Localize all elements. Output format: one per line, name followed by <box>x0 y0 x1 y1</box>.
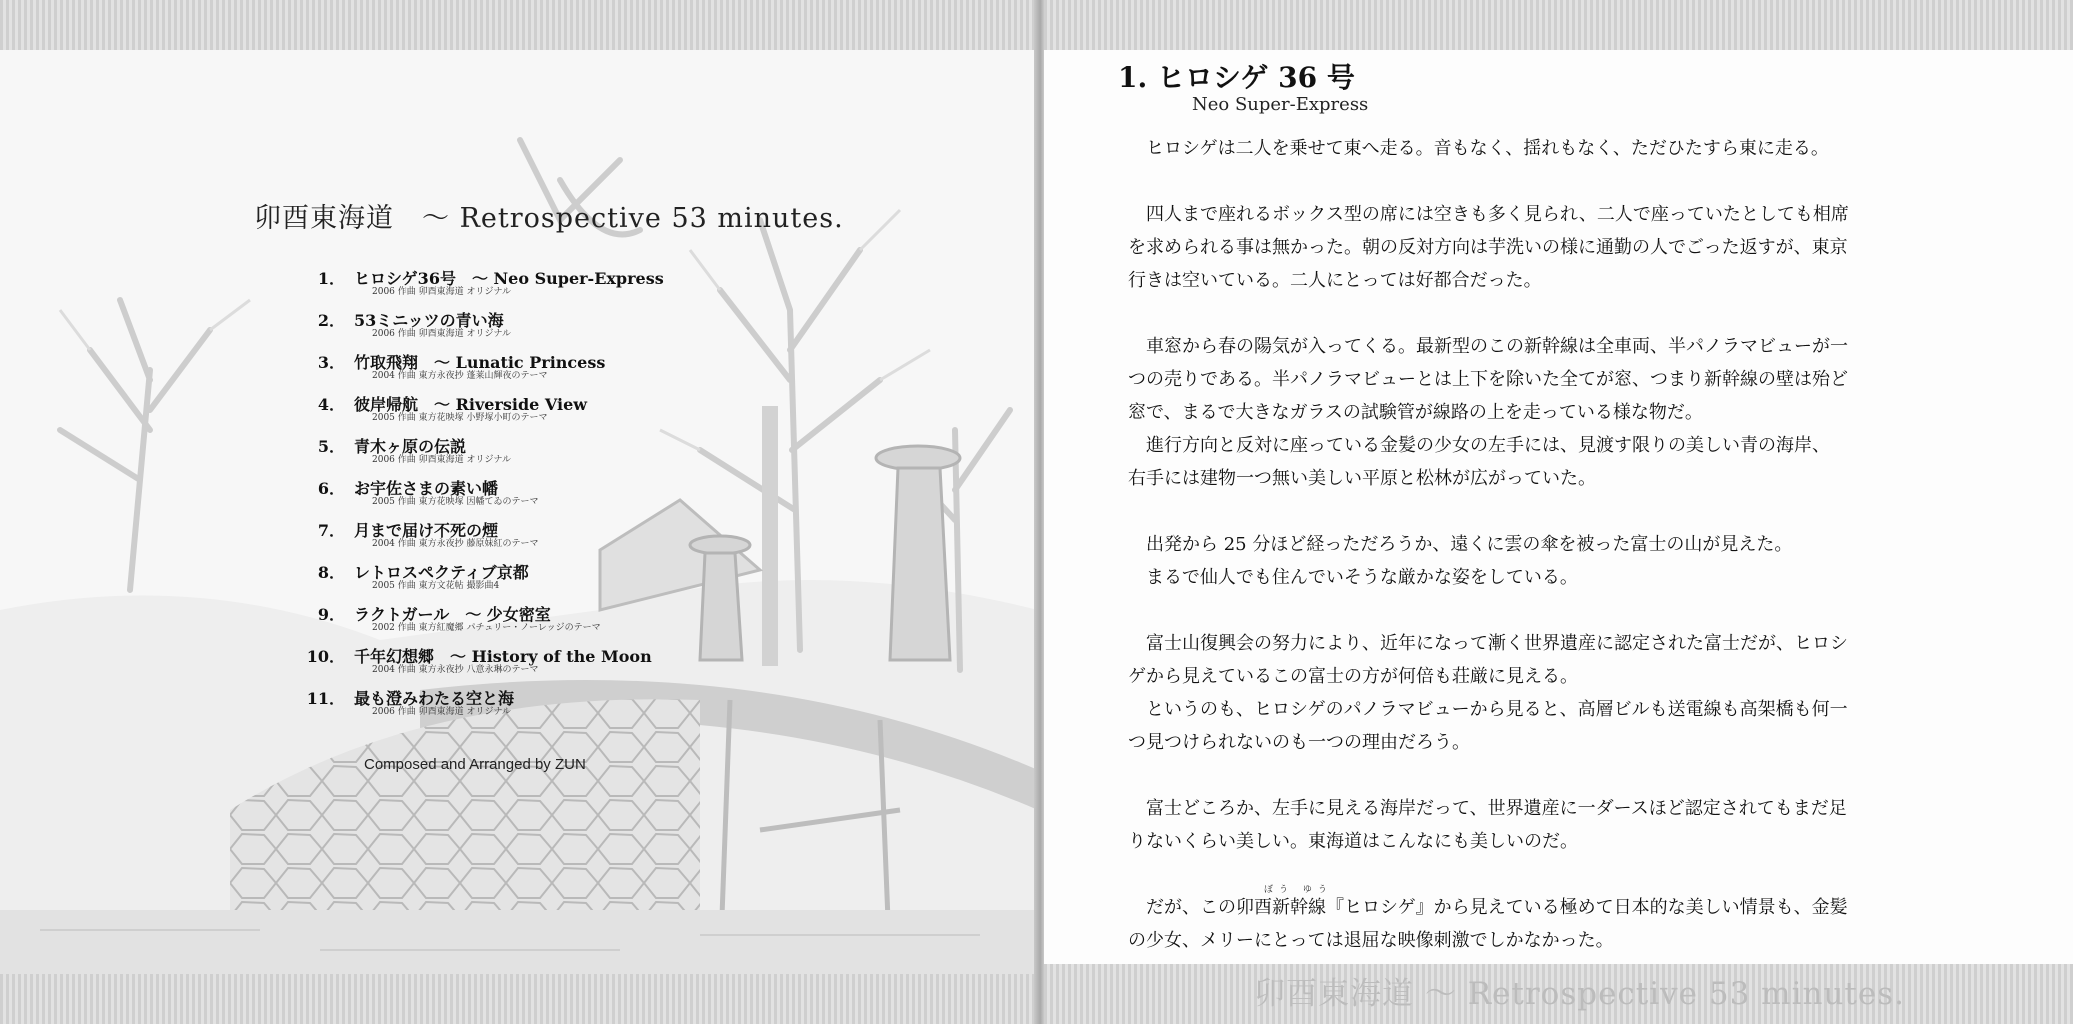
left-top-band <box>0 0 1038 50</box>
text-line: つ見つけられないのも一つの理由だろう。 <box>1128 732 1470 753</box>
track-title: 月まで届け不死の煙 <box>354 521 499 540</box>
text-line: 出発から 25 分ほど経っただろうか、遠くに雲の傘を被った富士の山が見えた。 <box>1146 534 1793 555</box>
right-top-band <box>1044 0 2073 50</box>
track-item <box>290 602 750 644</box>
track-item <box>290 686 750 728</box>
track-credit: 2004 作曲 東方永夜抄 蓬莱山輝夜のテーマ <box>372 371 548 381</box>
track-title: 千年幻想郷 ～ History of the Moon <box>354 647 652 666</box>
ruby-annotation: ぼう ゆう <box>1264 885 1333 895</box>
text-line: というのも、ヒロシゲのパノラマビューから見ると、高層ビルも送電線も高架橋も何一 <box>1146 699 1848 720</box>
paragraph <box>1128 528 2040 594</box>
story-text <box>1128 132 2040 990</box>
track-credit: 2005 作曲 東方花映塚 因幡てゐのテーマ <box>372 497 539 507</box>
track-title: 53ミニッツの青い海 <box>354 311 504 330</box>
paragraph <box>1128 198 2040 297</box>
track-credit: 2002 作曲 東方紅魔郷 パチュリー・ノーレッジのテーマ <box>372 623 601 633</box>
track-item <box>290 266 750 308</box>
track-title: お宇佐さまの素い幡 <box>354 479 499 498</box>
track-number: 3． <box>317 353 345 372</box>
track-item <box>290 476 750 518</box>
text-line: を求められる事は無かった。朝の反対方向は芋洗いの様に通勤の人でごった返すが、東京 <box>1128 237 1848 258</box>
text-line: 行きは空いている。二人にとっては好都合だった。 <box>1128 270 1542 291</box>
track-number: 6． <box>317 479 345 498</box>
track-item <box>290 308 750 350</box>
text-line: ゲから見えているこの富士の方が何倍も荘厳に見える。 <box>1128 666 1578 687</box>
track-credit: 2005 作曲 東方花映塚 小野塚小町のテーマ <box>372 413 548 423</box>
track-item <box>290 350 750 392</box>
track-credit: 2006 作曲 卯酉東海道 オリジナル <box>372 455 512 465</box>
paragraph <box>1128 792 2040 858</box>
text-line: 進行方向と反対に座っている金髪の少女の左手には、見渡す限りの美しい青の海岸、 <box>1146 435 1830 456</box>
track-number: 11． <box>306 689 345 708</box>
track-credit: 2006 作曲 卯酉東海道 オリジナル <box>372 707 512 717</box>
track-list <box>290 266 750 728</box>
text-line: 窓で、まるで大きなガラスの試験管が線路の上を走っている様な物だ。 <box>1128 402 1703 423</box>
track-title: 青木ヶ原の伝説 <box>354 437 467 456</box>
album-title: 卯酉東海道 ～ Retrospective 53 minutes. <box>254 203 844 234</box>
paragraph <box>1128 891 2040 957</box>
footer-title: 卯酉東海道 ～ Retrospective 53 minutes. <box>1254 976 1905 1012</box>
track-credit: 2005 作曲 東方文花帖 撮影曲4 <box>372 581 500 591</box>
text-line: 富士どころか、左手に見える海岸だって、世界遺産に一ダースほど認定されてもまだ足 <box>1146 798 1847 819</box>
track-title: ヒロシゲ36号 ～ Neo Super-Express <box>354 269 664 288</box>
track-number: 2． <box>317 311 345 330</box>
track-number: 8． <box>317 563 345 582</box>
track-credit: 2006 作曲 卯酉東海道 オリジナル <box>372 329 512 339</box>
track-title: レトロスペクティブ京都 <box>354 563 529 582</box>
text-line: つの売りである。半パノラマビューとは上下を除いた全てが窓、つまり新幹線の壁は殆ど <box>1128 369 1848 390</box>
left-bottom-band <box>0 974 1038 1024</box>
track-item <box>290 434 750 476</box>
right-page <box>1044 0 2073 1024</box>
paragraph <box>1128 330 2040 495</box>
text-line: りないくらい美しい。東海道はこんなにも美しいのだ。 <box>1128 831 1578 852</box>
track-number: 9． <box>317 605 345 624</box>
track-number: 10． <box>306 647 345 666</box>
track-item <box>290 560 750 602</box>
track-number: 4． <box>317 395 345 414</box>
track-number: 1． <box>317 269 345 288</box>
text-line: の少女、メリーにとっては退屈な映像刺激でしかなかった。 <box>1128 930 1614 951</box>
track-title: 彼岸帰航 ～ Riverside View <box>354 395 588 414</box>
chapter-subtitle: Neo Super-Express <box>1192 94 1369 115</box>
text-line: だが、この卯酉新幹線『ヒロシゲ』から見えている極めて日本的な美しい情景も、金髪 <box>1146 897 1848 918</box>
text-line: 四人まで座れるボックス型の席には空きも多く見られ、二人で座っていたとしても相席 <box>1146 204 1849 225</box>
text-line: 富士山復興会の努力により、近年になって漸く世界遺産に認定された富士だが、ヒロシ <box>1146 633 1848 654</box>
paragraph <box>1128 132 2040 165</box>
track-title: ラクトガール ～ 少女密室 <box>354 605 551 624</box>
paragraph <box>1128 627 2040 759</box>
text-line: ヒロシゲは二人を乗せて東へ走る。音もなく、揺れもなく、ただひたすら東に走る。 <box>1146 138 1829 159</box>
track-number: 5． <box>317 437 345 456</box>
chapter-title: 1. ヒロシゲ 36 号 <box>1118 61 1355 94</box>
track-item <box>290 392 750 434</box>
track-title: 最も澄みわたる空と海 <box>354 689 515 708</box>
text-line: まるで仙人でも住んでいそうな厳かな姿をしている。 <box>1146 567 1578 588</box>
track-title: 竹取飛翔 ～ Lunatic Princess <box>354 353 606 372</box>
text-line: 車窓から春の陽気が入ってくる。最新型のこの新幹線は全車両、半パノラマビューが一 <box>1146 336 1848 357</box>
track-item <box>290 644 750 686</box>
composer-credit: Composed and Arranged by ZUN <box>364 756 586 773</box>
track-item <box>290 518 750 560</box>
track-credit: 2004 作曲 東方永夜抄 八意永琳のテーマ <box>372 665 539 675</box>
text-line: 右手には建物一つ無い美しい平原と松林が広がっていた。 <box>1128 468 1596 489</box>
track-credit: 2004 作曲 東方永夜抄 藤原妹紅のテーマ <box>372 539 539 549</box>
track-number: 7． <box>317 521 345 540</box>
track-credit: 2006 作曲 卯酉東海道 オリジナル <box>372 287 512 297</box>
